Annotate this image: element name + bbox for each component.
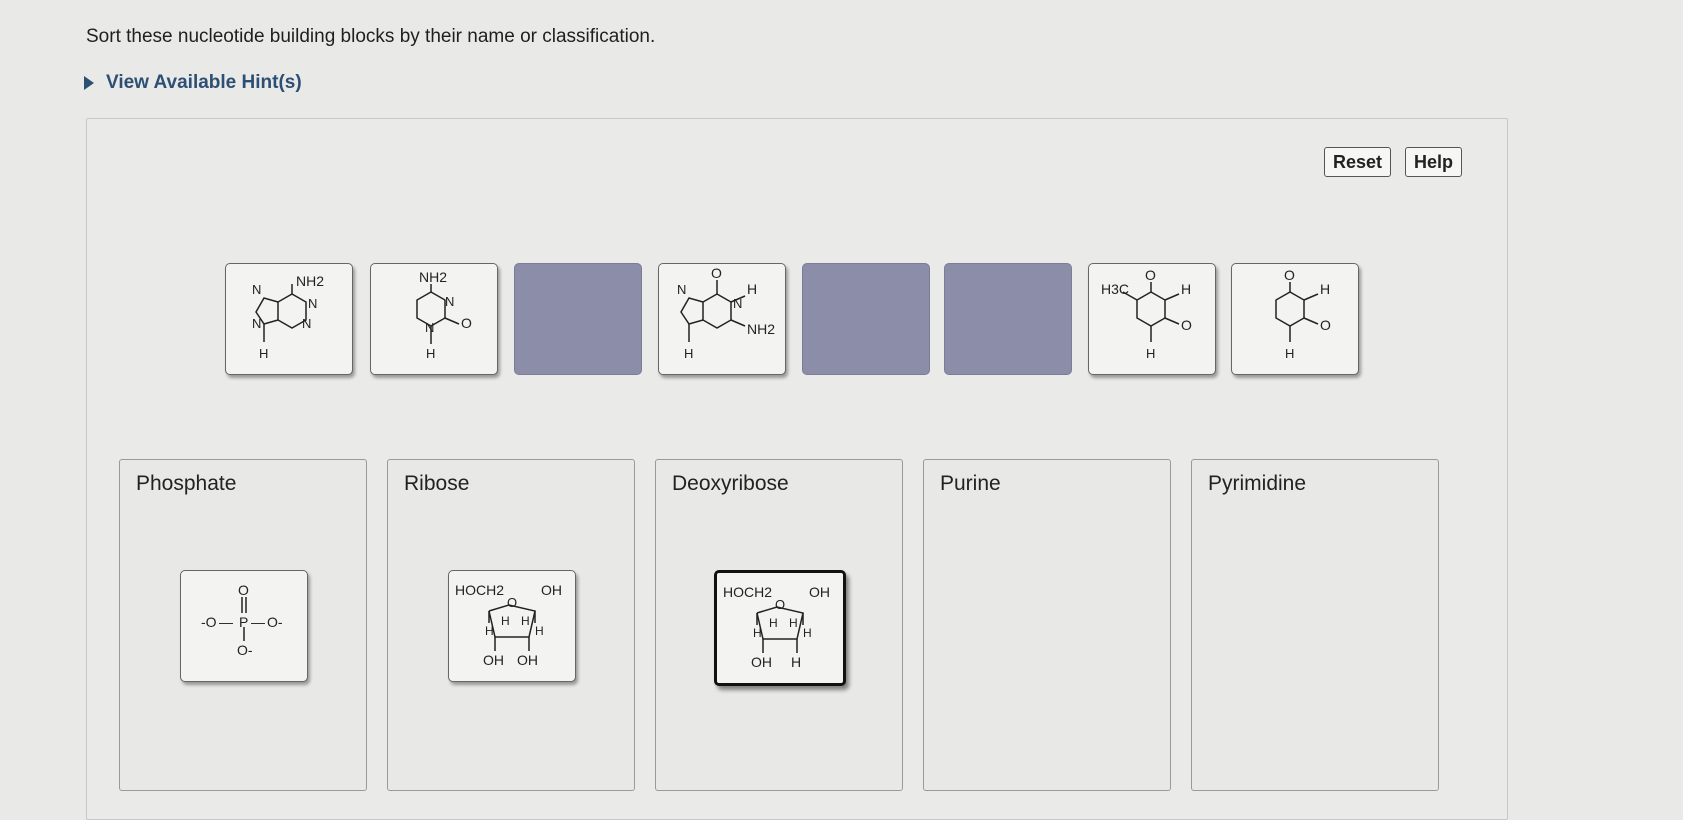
hoch2-label: HOCH2 <box>455 582 505 598</box>
h-label: H <box>501 614 510 628</box>
expand-triangle-icon <box>84 76 94 90</box>
reset-button[interactable]: Reset <box>1324 147 1391 177</box>
thymine-structure-icon <box>1089 264 1215 374</box>
hoch2-label: HOCH2 <box>723 584 773 600</box>
h-label: H <box>426 346 436 361</box>
h-label: H <box>789 616 798 630</box>
empty-tile-slot <box>944 263 1072 375</box>
h-label: H <box>485 624 494 638</box>
bin-label: Purine <box>940 472 1001 495</box>
bin-label: Pyrimidine <box>1208 472 1307 495</box>
nh2-label: NH2 <box>296 273 325 289</box>
oh-label: OH <box>809 584 830 600</box>
ring-n-label: N <box>252 282 262 297</box>
bond-dash: — <box>251 614 265 630</box>
oh-label: OH <box>541 582 562 598</box>
bin-label: Deoxyribose <box>672 472 789 495</box>
bin-ribose[interactable] <box>387 459 635 791</box>
h-label: H <box>769 616 778 630</box>
ring-n-label: N <box>677 282 687 297</box>
thymine-tile[interactable] <box>1088 263 1216 375</box>
h-label: H <box>747 281 758 297</box>
oh-label: OH <box>483 652 504 668</box>
bin-phosphate[interactable] <box>119 459 367 791</box>
ring-n-label: N <box>733 296 743 311</box>
empty-tile-slot <box>514 263 642 375</box>
bin-label: Ribose <box>404 472 470 495</box>
o-label: O <box>1284 267 1295 283</box>
ring-n-label: N <box>302 316 312 331</box>
h-label: H <box>684 346 694 361</box>
p-label: P <box>239 614 249 630</box>
help-button[interactable]: Help <box>1405 147 1462 177</box>
sorting-panel <box>86 118 1508 820</box>
view-hints-label: View Available Hint(s) <box>106 72 302 93</box>
o-minus-label: O- <box>237 642 253 658</box>
o-label: O <box>711 265 722 281</box>
bin-deoxyribose[interactable] <box>655 459 903 791</box>
o-label: O <box>238 582 249 598</box>
h-label: H <box>1181 281 1192 297</box>
oh-label: OH <box>517 652 538 668</box>
h-label: H <box>1146 346 1156 361</box>
ring-n-label: N <box>252 316 262 331</box>
o-label: O <box>775 597 786 612</box>
h-label: H <box>535 624 544 638</box>
h-label: H <box>1285 346 1295 361</box>
ribose-tile[interactable] <box>448 570 576 682</box>
bin-label: Phosphate <box>136 472 237 495</box>
guanine-tile[interactable] <box>658 263 786 375</box>
nh2-label: NH2 <box>419 269 448 285</box>
methyl-label: H3C <box>1101 281 1130 297</box>
ribose-structure-icon <box>449 571 575 681</box>
nh2-label: NH2 <box>747 321 776 337</box>
h-label: H <box>803 626 812 640</box>
dihydrouracil-tile[interactable] <box>1231 263 1359 375</box>
guanine-structure-icon <box>659 264 785 374</box>
bond-dash: — <box>219 614 233 630</box>
o-minus-label: O- <box>267 614 283 630</box>
cytosine-tile[interactable] <box>370 263 498 375</box>
deoxyribose-structure-icon <box>717 573 843 683</box>
adenine-tile[interactable] <box>225 263 353 375</box>
o-label: O <box>461 315 472 331</box>
adenine-structure-icon <box>226 264 352 374</box>
h-label: H <box>1320 281 1331 297</box>
bin-pyrimidine[interactable] <box>1191 459 1439 791</box>
o-label: O <box>507 595 518 610</box>
o-minus-label: -O <box>201 614 217 630</box>
empty-tile-slot <box>802 263 930 375</box>
h-label: H <box>791 654 802 670</box>
o-label: O <box>1181 317 1192 333</box>
o-label: O <box>1145 267 1156 283</box>
cytosine-structure-icon <box>371 264 497 374</box>
ring-n-label: N <box>425 320 435 335</box>
oh-label: OH <box>751 654 772 670</box>
o-label: O <box>1320 317 1331 333</box>
h-label: H <box>753 626 762 640</box>
phosphate-tile[interactable] <box>180 570 308 682</box>
ring-n-label: N <box>308 296 318 311</box>
dihydrouracil-structure-icon <box>1232 264 1358 374</box>
phosphate-structure-icon <box>181 571 307 681</box>
instructions: Sort these nucleotide building blocks by their name or classification. <box>86 26 656 47</box>
ring-n-label: N <box>445 294 455 309</box>
bin-purine[interactable] <box>923 459 1171 791</box>
h-label: H <box>259 346 269 361</box>
view-hints-link[interactable] <box>84 72 302 94</box>
h-label: H <box>521 614 530 628</box>
deoxyribose-tile[interactable] <box>714 570 846 686</box>
